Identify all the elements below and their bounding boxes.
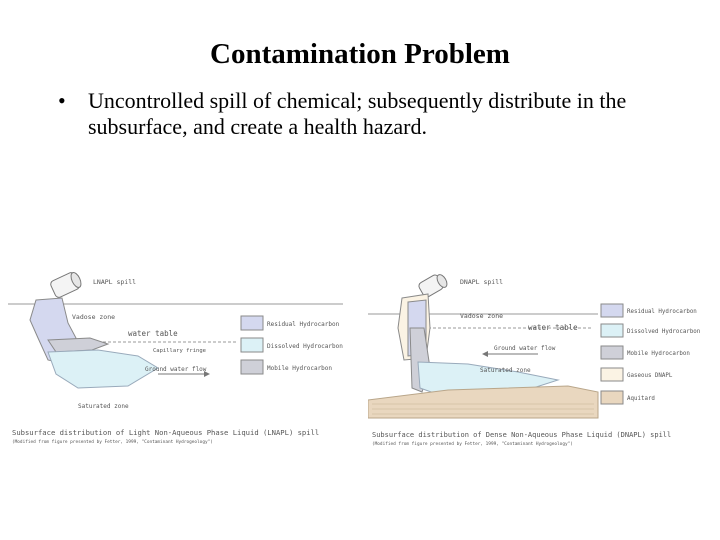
legend-swatch-residual (241, 316, 263, 330)
slide-title: Contamination Problem (210, 38, 510, 70)
legend-label-gaseous: Gaseous DNAPL (627, 373, 673, 379)
legend-swatch-aquitard (601, 391, 623, 404)
dnapl-legend (601, 304, 700, 404)
legend-swatch-dissolved (241, 338, 263, 352)
water-table-label: water table (128, 329, 178, 338)
legend-swatch-gaseous (601, 368, 623, 381)
dnapl-spill-label: DNAPL spill (460, 278, 504, 286)
legend-label-residual: Residual Hydrocarbon (267, 321, 340, 328)
saturated-zone-label: Saturated zone (78, 403, 129, 410)
water-table-label: water table (528, 323, 578, 332)
lnapl-spill-label: LNAPL spill (93, 278, 137, 286)
drum-icon (49, 271, 83, 299)
lnapl-legend (241, 316, 343, 374)
dissolved-plume (48, 350, 158, 388)
capillary-fringe-label: Capillary fringe (153, 348, 206, 354)
legend-label-mobile: Mobile Hydrocarbon (267, 365, 333, 372)
legend-label-aquitard: Aquitard (627, 396, 655, 402)
aquitard-layer (368, 386, 598, 418)
legend-swatch-mobile (601, 346, 623, 359)
bullet-marker: • (58, 88, 66, 113)
legend-label-mobile: Mobile Hydrocarbon (627, 351, 690, 357)
saturated-zone-label: Saturated zone (480, 367, 531, 374)
bullet-text: Uncontrolled spill of chemical; subsequently distribute in the subsurface, and create a health hazard. (88, 88, 627, 139)
ground-water-flow-label: Ground water flow (145, 366, 207, 373)
legend-label-dissolved: Dissolved Hydrocarbon (267, 343, 343, 350)
vadose-zone-label: Vadose zone (460, 312, 504, 320)
legend-swatch-dissolved (601, 324, 623, 337)
lnapl-diagram (8, 268, 348, 458)
flow-arrow-head (482, 351, 488, 357)
ground-water-flow-label: Ground water flow (494, 345, 556, 352)
vadose-zone-label: Vadose zone (72, 313, 116, 321)
dnapl-caption: Subsurface distribution of Dense Non-Aqueous Phase Liquid (DNAPL) spill (372, 431, 672, 439)
lnapl-credit: (Modified from figure presented by Fetter, 1999, "Contaminant Hydrogeology") (12, 440, 213, 445)
legend-swatch-residual (601, 304, 623, 317)
legend-swatch-mobile (241, 360, 263, 374)
dnapl-figure (368, 268, 713, 458)
dnapl-credit: (Modified from figure presented by Fetter, 1999, "Contaminant Hydrogeology") (372, 442, 573, 447)
dnapl-diagram (368, 268, 713, 458)
legend-label-residual: Residual Hydrocarbon (627, 309, 697, 315)
lnapl-caption: Subsurface distribution of Light Non-Aqueous Phase Liquid (LNAPL) spill (12, 428, 320, 437)
legend-label-dissolved: Dissolved Hydrocarbon (627, 329, 701, 335)
lnapl-figure (8, 268, 348, 458)
